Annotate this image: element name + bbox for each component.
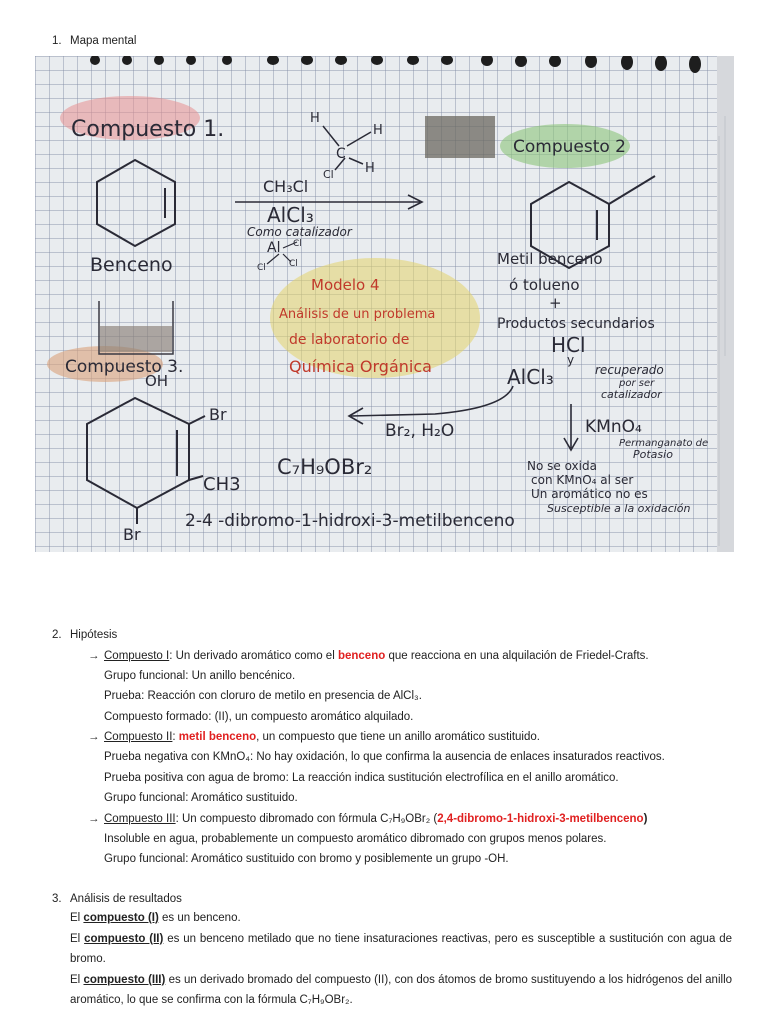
cl-atom-2: Cl	[257, 263, 266, 273]
text-span: : Un derivado aromático como el	[169, 650, 338, 662]
hypothesis-line: Grupo funcional: Un anillo bencénico.	[104, 670, 296, 682]
compound-3-name: 2-4 -dibromo-1-hidroxi-3-metilbenceno	[185, 511, 515, 531]
y-label: y	[567, 353, 575, 367]
atom-h3: H	[365, 161, 375, 176]
hypothesis-line: Prueba: Reacción con cloruro de metilo en presencia de AlCl₃.	[104, 690, 422, 702]
no-oxida-2: con KMnO₄ al ser	[531, 473, 634, 487]
analysis-paragraphs	[70, 908, 732, 1011]
center-title-1: Modelo 4	[311, 276, 380, 294]
plus-sign: +	[549, 294, 562, 312]
compuesto-2-label: Compuesto 2	[513, 137, 626, 157]
hypothesis-item-1	[88, 649, 649, 663]
beaker-drawing	[425, 116, 495, 158]
methyl-chloride-sketch	[323, 126, 371, 170]
hypothesis-line: Insoluble en agua, probablemente un compuesto aromático dibromado con grupos menos polares.	[104, 833, 607, 845]
reagent-ch3cl: CH₃Cl	[263, 177, 309, 196]
hcl-label: HCl	[551, 333, 586, 357]
center-title-4: Química Orgánica	[289, 357, 432, 376]
hypothesis-item-3	[88, 812, 647, 826]
compuesto-iii-link: Compuesto III	[104, 813, 176, 825]
benceno-label: Benceno	[90, 254, 173, 276]
metil-benceno-2: ó tolueno	[509, 276, 580, 294]
kmno4-label: KMnO₄	[585, 417, 642, 437]
highlight-compound-name: 2,4-dibromo-1-hidroxi-3-metilbenceno	[437, 813, 644, 825]
atom-c: C	[336, 146, 346, 162]
hypothesis-item-2	[88, 730, 540, 744]
arrow-bullet-icon: →	[88, 731, 100, 743]
text-span: El	[70, 912, 84, 924]
analysis-p3	[70, 970, 732, 1011]
compound-3-ring	[87, 398, 205, 524]
section-number: 1.	[52, 35, 62, 47]
text-span: que reacciona en una alquilación de Friedel-Crafts.	[385, 650, 649, 662]
mind-map-drawing	[35, 56, 734, 552]
atom-h1: H	[310, 111, 320, 126]
alcl3-recovered: AlCl₃	[507, 365, 554, 389]
reagent-alcl3: AlCl₃	[267, 203, 314, 227]
productos-label: Productos secundarios	[497, 316, 655, 332]
section-2-heading	[52, 629, 117, 641]
no-oxida-4: Susceptible a la oxidación	[547, 502, 691, 515]
text-span: :	[172, 731, 179, 743]
cl-atom-3: Cl	[289, 259, 298, 269]
hypothesis-line: Grupo funcional: Aromático sustituido.	[104, 792, 298, 804]
section-number: 2.	[52, 629, 62, 641]
recuperado-1: recuperado	[595, 363, 664, 377]
highlight-benceno: benceno	[337, 650, 386, 662]
hypothesis-line: Compuesto formado: (II), un compuesto aromático alquilado.	[104, 711, 414, 723]
permanganato-2: Potasio	[633, 448, 673, 461]
compuesto-3-label: Compuesto 3.	[65, 357, 184, 377]
al-atom: Al	[267, 240, 281, 256]
mind-map-photo	[35, 56, 734, 552]
br2-h2o-label: Br₂, H₂O	[385, 421, 455, 441]
section-title: Mapa mental	[70, 35, 137, 47]
highlight-metil-benceno: metil benceno	[178, 731, 257, 743]
compuesto-ii-link: Compuesto II	[104, 731, 173, 743]
section-3-heading	[52, 893, 182, 905]
recuperado-2: por ser	[619, 378, 655, 389]
section-title: Análisis de resultados	[70, 893, 182, 905]
recuperado-3: catalizador	[601, 388, 662, 401]
cl-atom-1: Cl	[293, 239, 302, 249]
text-span: : Un compuesto dibromado con fórmula C₇H₉OBr₂ (	[175, 813, 438, 825]
compuesto-iii-bold: compuesto (III)	[83, 973, 166, 986]
no-oxida-1: No se oxida	[527, 459, 597, 473]
center-title-2: Análisis de un problema	[279, 307, 436, 322]
catalizador-note: Como catalizador	[247, 225, 352, 239]
hypothesis-line: Prueba negativa con KMnO₄: No hay oxidación, lo que confirma la ausencia de enlaces insaturados reactivos.	[104, 751, 665, 763]
no-oxida-3: Un aromático no es	[531, 487, 648, 501]
oh-group: OH	[145, 372, 169, 390]
text-span: es un benceno metilado que no tiene insaturaciones reactivas, pero es susceptible a sustitución con agua de bromo.	[70, 932, 732, 965]
atom-cl: Cl	[323, 168, 334, 181]
benzene-ring	[97, 160, 175, 246]
compuesto-i-link: Compuesto I	[104, 650, 170, 662]
section-title: Hipótesis	[70, 629, 118, 641]
br-substituent-2: Br	[123, 525, 141, 544]
arrow-bullet-icon: →	[88, 813, 100, 825]
reaction-arrow-2	[351, 386, 513, 416]
compuesto-ii-bold: compuesto (II)	[84, 932, 164, 945]
metil-benceno-1: Metil benceno	[497, 250, 603, 268]
hypothesis-line: Prueba positiva con agua de bromo: La reacción indica sustitución electrofílica en el anillo aromático.	[104, 772, 619, 784]
text-span: , un compuesto que tiene un anillo aromático sustituido.	[256, 731, 540, 743]
center-title-3: de laboratorio de	[289, 332, 410, 348]
section-number: 3.	[52, 893, 62, 905]
text-span: es un benceno.	[158, 912, 241, 924]
arrow-bullet-icon: →	[88, 650, 100, 662]
compuesto-i-bold: compuesto (I)	[83, 912, 159, 924]
beaker-drawing-2	[100, 326, 172, 352]
compuesto-1-label: Compuesto 1.	[71, 117, 225, 142]
atom-h2: H	[373, 123, 383, 138]
molecular-formula: C₇H₉OBr₂	[277, 455, 373, 479]
text-span: )	[643, 813, 648, 825]
permanganato-1: Permanganato de	[619, 438, 709, 449]
section-1-heading	[52, 35, 136, 47]
text-span: es un derivado bromado del compuesto (II), con dos átomos de bromo sustituyendo a los hidrógenos del anillo aromático, lo que se confirma con la fórmula C₇H₉OBr₂.	[70, 973, 733, 1006]
spiral-binding	[90, 56, 733, 76]
text-span: El	[70, 932, 85, 945]
hypothesis-line: Grupo funcional: Aromático sustituido con bromo y posiblemente un grupo -OH.	[104, 853, 509, 865]
analysis-p2	[70, 929, 732, 970]
ch3-substituent: CH3	[203, 474, 241, 495]
analysis-p1	[70, 908, 732, 929]
text-span: El	[70, 973, 84, 986]
br-substituent-1: Br	[209, 405, 227, 424]
